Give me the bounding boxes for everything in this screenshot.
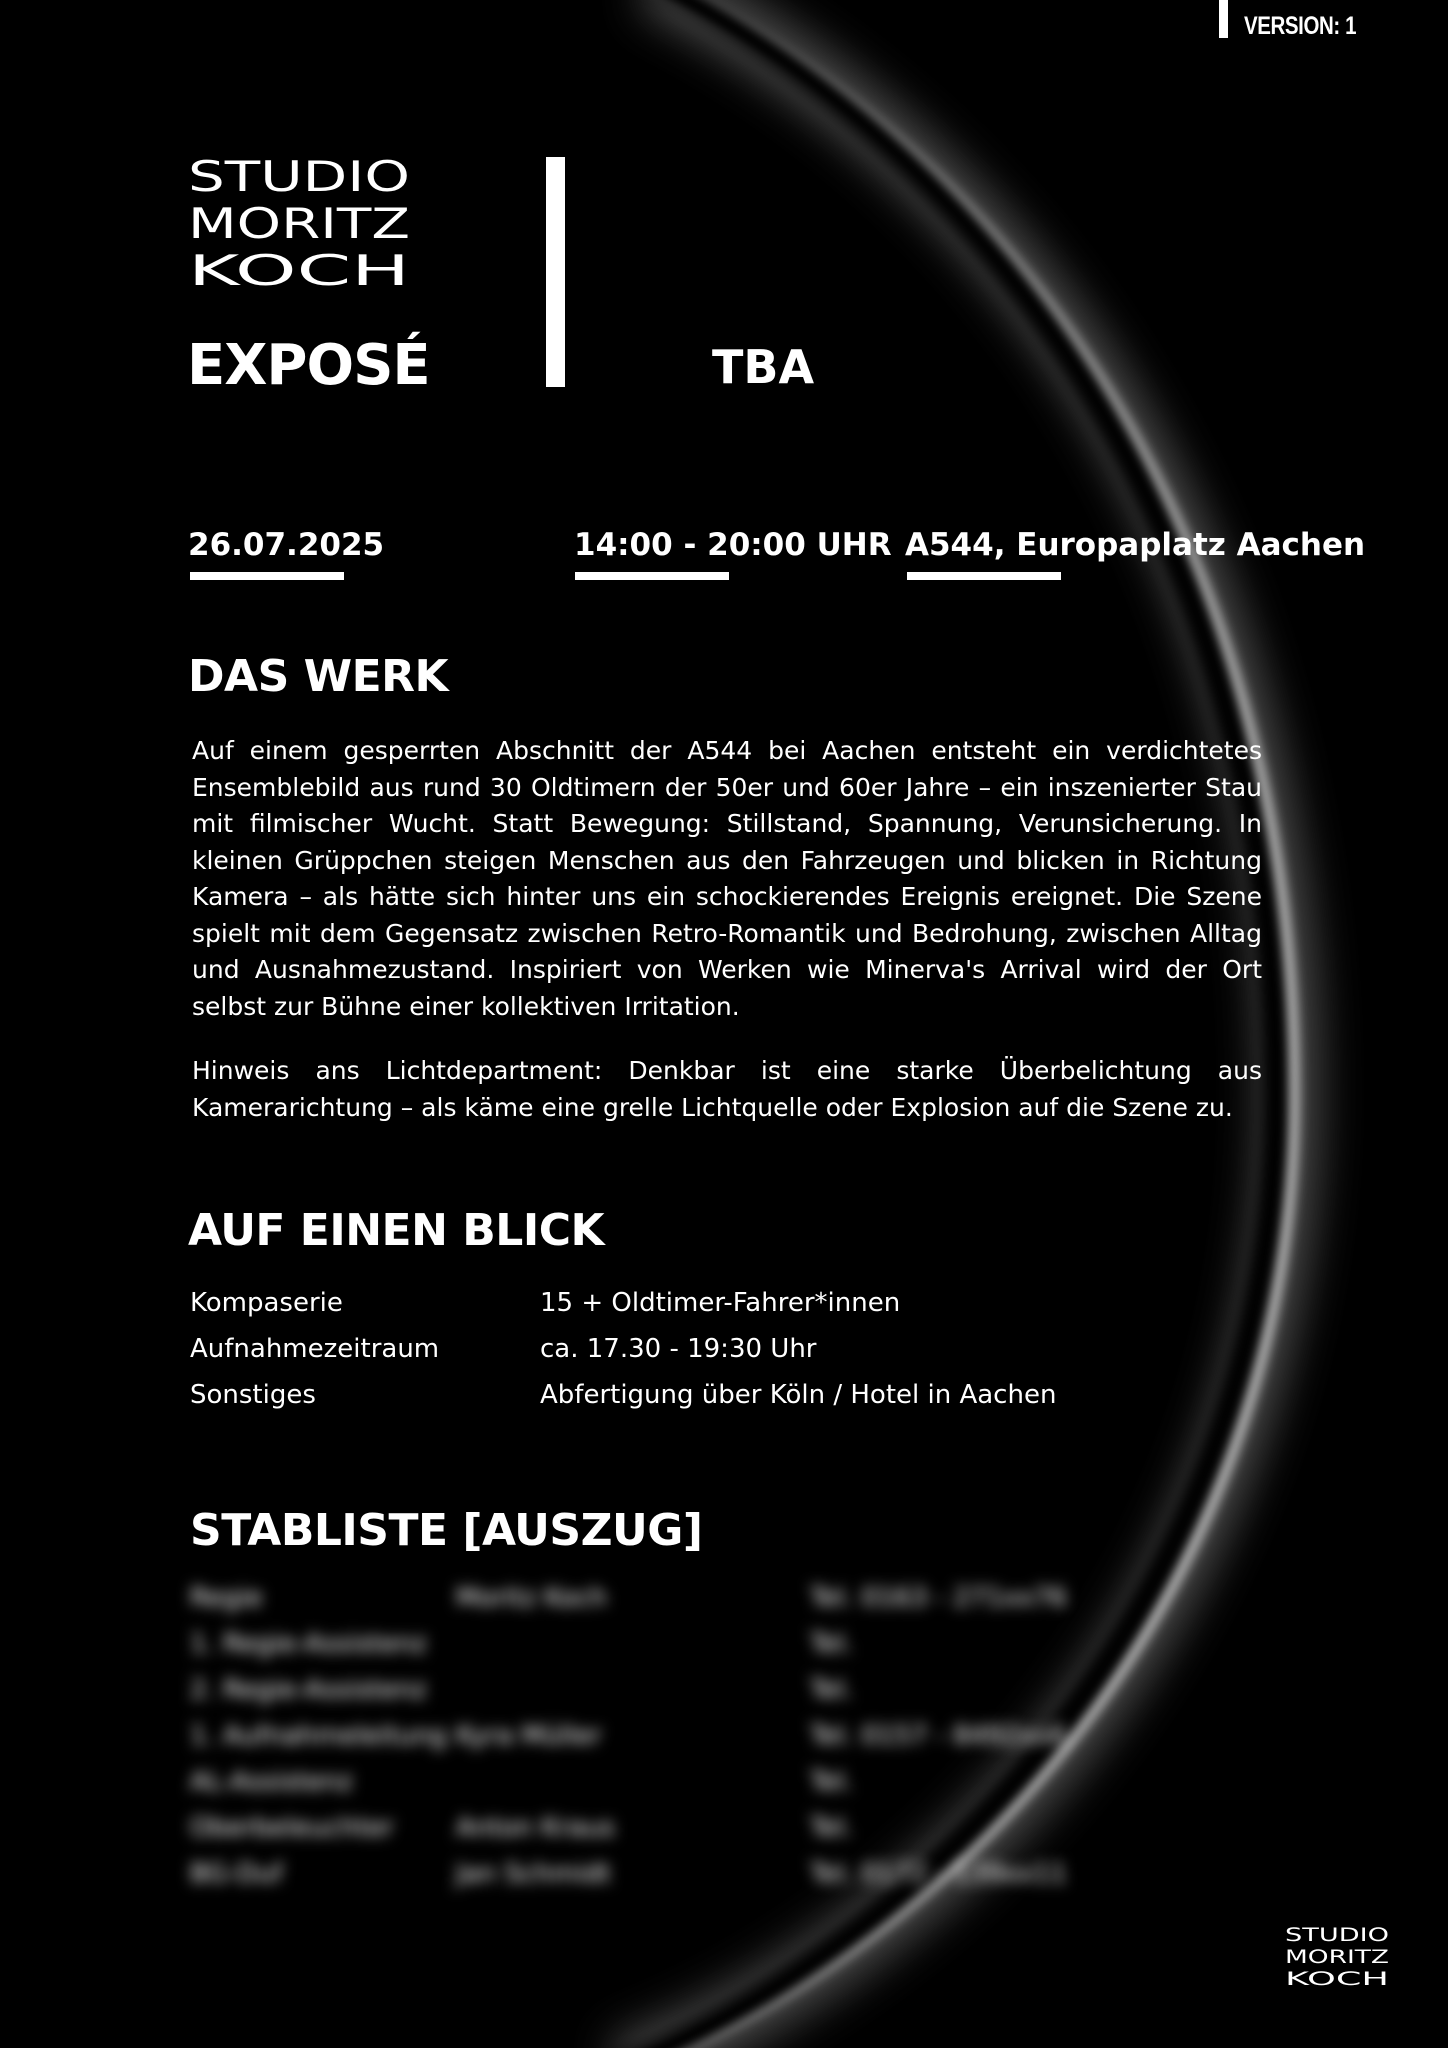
crew-phone: Tel. 0157 - 8492xx6: [810, 1721, 1067, 1751]
crew-phone: Tel. 0172 - 139xx11: [810, 1859, 1067, 1889]
crew-phone: Tel.: [810, 1767, 853, 1797]
version-label: VERSION: 1: [1244, 12, 1357, 40]
crew-phone: Tel.: [810, 1813, 853, 1843]
event-date: 26.07.2025: [188, 527, 385, 563]
glance-label-aufnahmezeitraum: Aufnahmezeitraum: [190, 1334, 440, 1364]
page-title: EXPOSÉ: [187, 333, 430, 398]
werk-paragraph-2: Hinweis ans Lichtdepartment: Denkbar ist eine starke Überbelichtung aus Kamerarichtung – als käme eine grelle Lichtquelle oder Explosion auf die Szene zu.: [192, 1056, 1262, 1122]
table-row: [190, 1767, 1090, 1813]
crew-role: Regie: [190, 1583, 263, 1613]
table-row: [190, 1721, 1090, 1767]
footer-logo-line-2: MORITZ: [1285, 1946, 1389, 1968]
crew-phone: Tel. 0163 - 271xx76: [810, 1583, 1067, 1613]
glance-label-sonstiges: Sonstiges: [190, 1380, 316, 1410]
crew-role: BG-Duf: [190, 1859, 283, 1889]
crew-phone: Tel.: [810, 1629, 853, 1659]
date-underline: [190, 572, 344, 580]
project-title: TBA: [712, 340, 815, 394]
event-location: A544, Europaplatz Aachen: [905, 527, 1366, 563]
location-underline: [907, 572, 1061, 580]
table-row: [190, 1629, 1090, 1675]
logo-line-2: MORITZ: [188, 199, 410, 248]
event-time: 14:00 - 20:00 UHR: [574, 527, 892, 563]
footer-logo: [1285, 1924, 1389, 1988]
time-underline: [575, 572, 729, 580]
crew-role: 2. Regie-Assistenz: [190, 1675, 427, 1705]
crew-name: Moritz Koch: [456, 1583, 607, 1613]
glance-value-sonstiges: Abfertigung über Köln / Hotel in Aachen: [540, 1380, 1057, 1410]
version-marker: [1219, 0, 1228, 38]
glance-value-kompaserie: 15 + Oldtimer-Fahrer*innen: [540, 1288, 901, 1318]
studio-logo: [188, 155, 410, 291]
crew-list: [190, 1583, 1090, 1905]
glance-label-kompaserie: Kompaserie: [190, 1288, 343, 1318]
title-divider: [546, 157, 565, 387]
table-row: [190, 1675, 1090, 1721]
werk-heading: DAS WERK: [188, 651, 449, 702]
crew-role: AL-Assistenz: [190, 1767, 353, 1797]
crew-role: Oberbeleuchter: [190, 1813, 394, 1843]
table-row: [190, 1859, 1090, 1905]
werk-paragraph-1: Auf einem gesperrten Abschnitt der A544 bei Aachen entsteht ein verdichtetes Ensemblebild aus rund 30 Oldtimern der 50er und 60er Jahre – ein inszenierter Stau mit filmischer Wucht. Statt Bewegung: Stillstand, Spannung, Verunsicherung. In kleinen Grüppchen steigen Menschen aus den Fahrzeugen und blicken in Richtung Kamera – als hätte sich hinter uns ein schockierendes Ereignis ereignet. Die Szene spielt mit dem Gegensatz zwischen Retro-Romantik und Bedrohung, zwischen Alltag und Ausnahmezustand. Inspiriert von Werken wie Minerva's Arrival wird der Ort selbst zur Bühne einer kollektiven Irritation.: [192, 736, 1262, 1021]
table-row: [190, 1813, 1090, 1859]
footer-logo-line-1: STUDIO: [1285, 1924, 1389, 1946]
logo-line-1: STUDIO: [188, 155, 410, 201]
crew-role: 1. Regie-Assistenz: [190, 1629, 427, 1659]
logo-line-3: KOCH: [188, 246, 410, 291]
table-row: [190, 1583, 1090, 1629]
glance-value-aufnahmezeitraum: ca. 17.30 - 19:30 Uhr: [540, 1334, 817, 1364]
crew-heading: STABLISTE [AUSZUG]: [190, 1505, 703, 1556]
crew-phone: Tel.: [810, 1675, 853, 1705]
crew-role: 1. Aufnahmeleitung: [190, 1721, 447, 1751]
footer-logo-line-3: KOCH: [1285, 1968, 1389, 1988]
crew-name: Jan Schmidt: [456, 1859, 611, 1889]
glance-heading: AUF EINEN BLICK: [188, 1205, 605, 1256]
crew-name: Anton Kraus: [456, 1813, 615, 1843]
crew-name: Kyra Müller: [456, 1721, 602, 1751]
